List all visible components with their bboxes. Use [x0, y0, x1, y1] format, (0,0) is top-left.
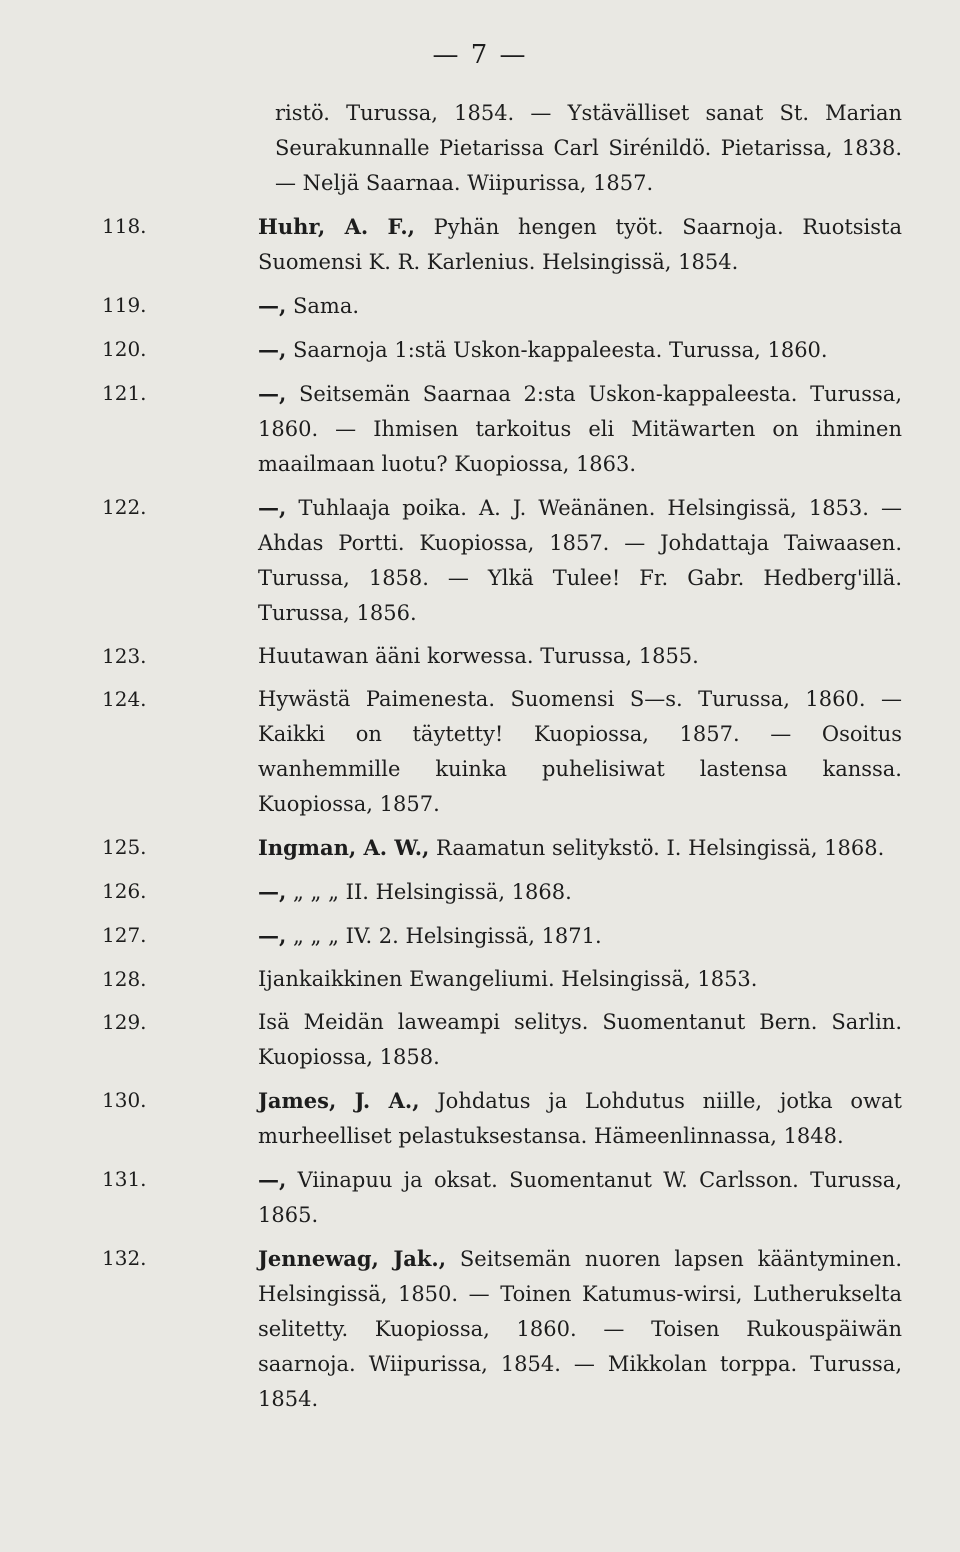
entry-text [275, 96, 910, 201]
entry-author: —, [258, 879, 287, 904]
entry-number: 122. [102, 495, 147, 519]
bibliography-entry [90, 830, 910, 866]
bibliography-entry [90, 376, 910, 482]
bibliography-entry [90, 332, 910, 368]
entry-number: 120. [102, 337, 147, 361]
entry-text [258, 1162, 910, 1233]
bibliography-entry [90, 288, 910, 324]
entry-body: Viinapuu ja oksat. Suomentanut W. Carlsson. Turussa, 1865. [258, 1168, 902, 1227]
entry-number: 131. [102, 1167, 147, 1191]
bibliography-entry [90, 209, 910, 280]
entry-text [258, 1005, 910, 1075]
entry-body: „ „ „ IV. 2. Helsingissä, 1871. [293, 924, 602, 948]
bibliography-entry [90, 682, 910, 822]
entry-text [258, 209, 910, 280]
bibliography-entry [90, 1005, 910, 1075]
entry-text [258, 288, 910, 324]
entry-number: 126. [102, 879, 147, 903]
entry-author: —, [258, 1167, 287, 1192]
bibliography-entry [90, 1162, 910, 1233]
entry-text [258, 830, 910, 866]
entry-body: „ „ „ II. Helsingissä, 1868. [293, 880, 572, 904]
entry-text [258, 1241, 910, 1417]
entry-number: 127. [102, 923, 147, 947]
bibliography-entry [90, 96, 910, 201]
bibliography-entry [90, 1241, 910, 1417]
bibliography-entry [90, 1083, 910, 1154]
entry-number: 130. [102, 1088, 147, 1112]
entry-text [258, 918, 910, 954]
entry-body: Tuhlaaja poika. A. J. Weänänen. Helsingissä, 1853. — Ahdas Portti. Kuopiossa, 1857. — Johdattaja Taiwaasen. Turussa, 1858. — Ylkä Tulee! Fr. Gabr. Hedberg'illä. Turussa, 1856. [258, 496, 902, 625]
entry-text [258, 490, 910, 631]
bibliography-entries [90, 96, 910, 1425]
entry-text [258, 332, 910, 368]
entry-number: 124. [102, 687, 147, 711]
bibliography-entry [90, 962, 910, 997]
entry-body: Pyhän hengen työt. Saarnoja. Ruotsista Suomensi K. R. Karlenius. Helsingissä, 1854. [258, 215, 902, 274]
entry-number: 132. [102, 1246, 147, 1270]
entry-body: Johdatus ja Lohdutus niille, jotka owat murheelliset pelastuksestansa. Hämeenlinnassa, 1848. [258, 1089, 902, 1148]
entry-number: 119. [102, 293, 147, 317]
entry-author: —, [258, 495, 287, 520]
entry-number: 121. [102, 381, 147, 405]
entry-author: Ingman, A. W., [258, 835, 430, 860]
entry-number: 123. [102, 644, 147, 668]
entry-body: Saarnoja 1:stä Uskon-kappaleesta. Turussa, 1860. [293, 338, 828, 362]
entry-text [258, 639, 910, 674]
entry-number: 129. [102, 1010, 147, 1034]
bibliography-entry [90, 639, 910, 674]
entry-text [258, 1083, 910, 1154]
entry-body: Hywästä Paimenesta. Suomensi S—s. Turussa, 1860. — Kaikki on täytetty! Kuopiossa, 1857. — Osoitus wanhemmille kuinka puhelisiwat lastensa kanssa. Kuopiossa, 1857. [258, 687, 902, 816]
entry-body: ristö. Turussa, 1854. — Ystävälliset sanat St. Marian Seurakunnalle Pietarissa Carl Sirénildö. Pietarissa, 1838. — Neljä Saarnaa. Wiipurissa, 1857. [275, 101, 902, 195]
entry-body: Ijankaikkinen Ewangeliumi. Helsingissä, 1853. [258, 967, 758, 991]
entry-number: 128. [102, 967, 147, 991]
entry-author: —, [258, 923, 287, 948]
entry-text [258, 682, 910, 822]
entry-body: Seitsemän nuoren lapsen kääntyminen. Helsingissä, 1850. — Toinen Katumus-wirsi, Lutherukselta selitetty. Kuopiossa, 1860. — Toisen Rukouspäiwän saarnoja. Wiipurissa, 1854. — Mikkolan torppa. Turussa, 1854. [258, 1247, 902, 1411]
entry-text [258, 962, 910, 997]
entry-text [258, 376, 910, 482]
bibliography-entry [90, 490, 910, 631]
entry-text [258, 874, 910, 910]
entry-body: Isä Meidän laweampi selitys. Suomentanut Bern. Sarlin. Kuopiossa, 1858. [258, 1010, 902, 1069]
entry-body: Huutawan ääni korwessa. Turussa, 1855. [258, 644, 699, 668]
entry-author: Huhr, A. F., [258, 214, 415, 239]
entry-author: James, J. A., [258, 1088, 420, 1113]
bibliography-entry [90, 918, 910, 954]
entry-author: Jennewag, Jak., [258, 1246, 447, 1271]
entry-author: —, [258, 337, 287, 362]
entry-number: 118. [102, 214, 147, 238]
entry-author: —, [258, 381, 287, 406]
entry-body: Sama. [293, 294, 360, 318]
entry-number: 125. [102, 835, 147, 859]
entry-body: Raamatun selitykstö. I. Helsingissä, 1868. [436, 836, 885, 860]
page-number: — 7 — [432, 40, 528, 70]
entry-body: Seitsemän Saarnaa 2:sta Uskon-kappaleesta. Turussa, 1860. — Ihmisen tarkoitus eli Mitäwarten on ihminen maailmaan luotu? Kuopiossa, 1863. [258, 382, 902, 476]
entry-author: —, [258, 293, 287, 318]
bibliography-entry [90, 874, 910, 910]
